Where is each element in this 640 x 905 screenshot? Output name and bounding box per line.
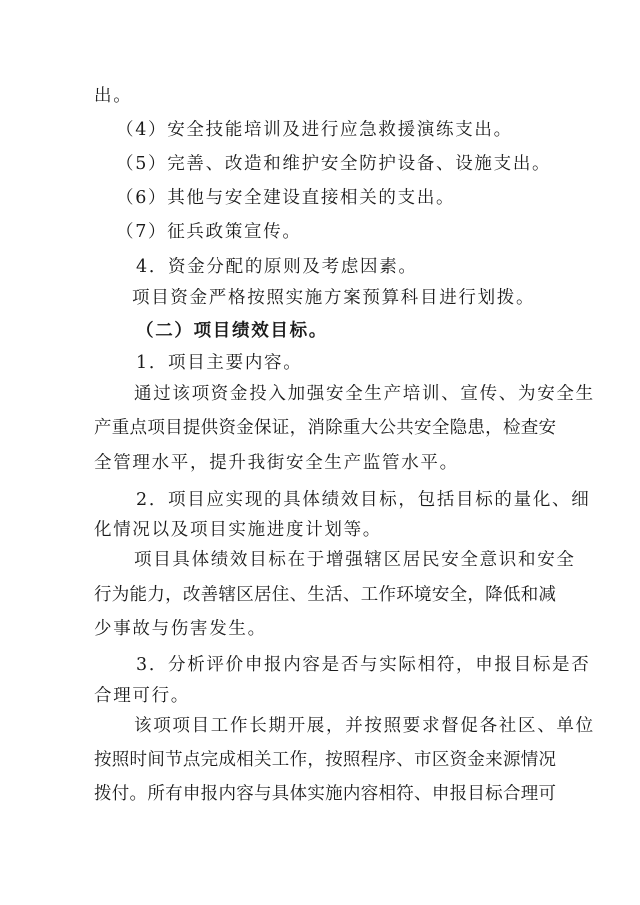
paragraph-line: 通过该项资金投入加强安全生产培训、宣传、为安全生 — [134, 384, 595, 404]
paragraph-line: 该项项目工作长期开展，并按照要求督促各社区、单位 — [134, 716, 595, 736]
section-heading-4: 4．资金分配的原则及考虑因素。 — [136, 257, 418, 277]
subheading-3: 3．分析评价申报内容是否与实际相符，申报目标是否 — [136, 655, 591, 675]
subheading-2: 2．项目应实现的具体绩效目标，包括目标的量化、细 — [136, 490, 591, 510]
subheading-1: 1．项目主要内容。 — [136, 353, 303, 373]
paragraph-line: 项目资金严格按照实施方案预算科目进行划拨。 — [132, 288, 536, 308]
section-heading-2: （二）项目绩效目标。 — [136, 321, 328, 341]
subheading-3-cont: 合理可行。 — [94, 686, 190, 706]
subheading-2-cont: 化情况以及项目实施进度计划等。 — [94, 520, 382, 540]
paragraph-line: 产重点项目提供资金保证，消除重大公共安全隐患，检查安 — [94, 418, 556, 438]
paragraph-line: 全管理水平，提升我街安全生产监管水平。 — [94, 453, 459, 473]
paragraph-line: 行为能力，改善辖区居住、生活、工作环境安全，降低和减 — [94, 585, 556, 605]
paragraph-line: 按照时间节点完成相关工作，按照程序、市区资金来源情况 — [94, 750, 556, 770]
paragraph-line: 项目具体绩效目标在于增强辖区居民安全意识和安全 — [134, 550, 576, 570]
list-item-6: （6）其他与安全建设直接相关的支出。 — [116, 188, 456, 208]
list-item-5: （5）完善、改造和维护安全防护设备、设施支出。 — [116, 154, 552, 174]
paragraph-line: 少事故与伤害发生。 — [94, 619, 267, 639]
text-line-1: 出。 — [94, 86, 133, 106]
list-item-4: （4）安全技能培训及进行应急救援演练支出。 — [116, 120, 513, 140]
list-item-7: （7）征兵政策宣传。 — [116, 222, 302, 242]
paragraph-line: 拨付。所有申报内容与具体实施内容相符、申报目标合理可 — [94, 784, 556, 804]
